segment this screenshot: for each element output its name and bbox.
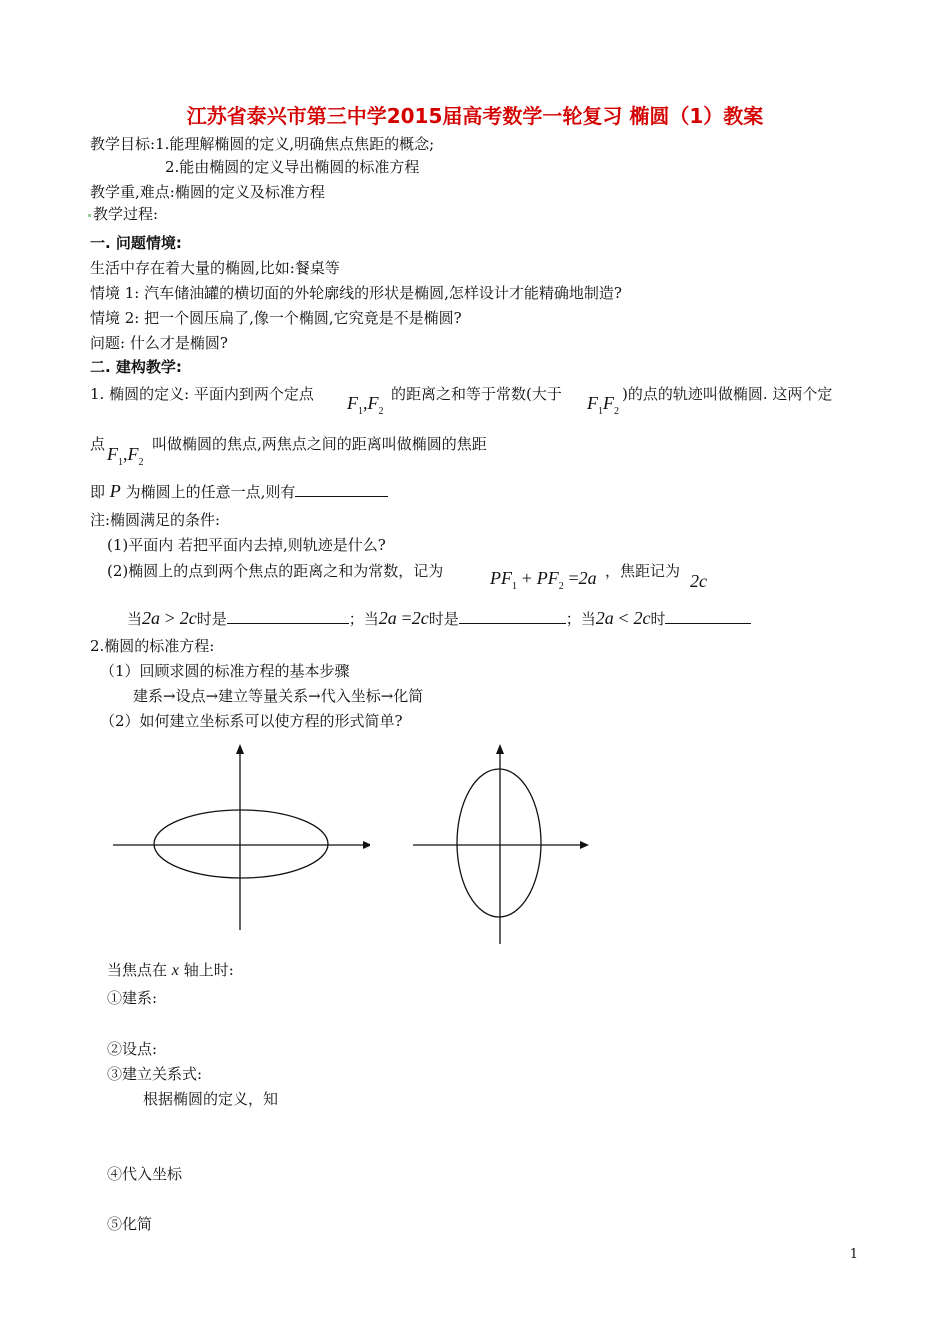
x-var: x <box>171 962 179 979</box>
def2-text-a: 点 <box>90 435 106 453</box>
y-axis-arrow <box>236 744 244 754</box>
std-heading: 2.椭圆的标准方程: <box>90 637 215 655</box>
goal-item-2: 2.能由椭圆的定义导出椭圆的标准方程 <box>165 158 420 176</box>
formula-f1f2: $F_1F_2$ <box>587 393 619 417</box>
section2-heading: 二. 建构教学: <box>90 358 182 376</box>
step-3-detail: 根据椭圆的定义，知 <box>143 1090 279 1108</box>
document-title: 江苏省泰兴市第三中学2015届高考数学一轮复习 椭圆（1）教案 <box>186 104 764 128</box>
section1-heading: 一. 问题情境: <box>90 234 182 252</box>
vertical-ellipse-figure <box>410 740 610 950</box>
cases-line: 当2a > 2c时是 ；当2a =2c时是 ；当2a < 2c时 <box>127 608 751 629</box>
focus-on-x-line: 当焦点在 x 轴上时: <box>107 961 234 979</box>
answer-blank-2 <box>227 609 349 624</box>
std-steps: 建系→设点→建立等量关系→代入坐标→化简 <box>133 687 424 705</box>
section1-line-4: 问题: 什么才是椭圆? <box>90 334 228 352</box>
def2-text-b: 叫做椭圆的焦点,两焦点之间的距离叫做椭圆的焦距 <box>152 435 487 453</box>
std-item-1: （1）回顾求圆的标准方程的基本步骤 <box>100 662 350 680</box>
x-axis-arrow <box>363 841 370 849</box>
step-2: ②设点: <box>107 1040 158 1058</box>
std-item-2: （2）如何建立坐标系可以使方程的形式简单? <box>100 712 403 730</box>
horizontal-ellipse-figure <box>110 740 370 940</box>
formula-pf-sum: $PF_1 + PF_2 =2a$ <box>490 568 597 592</box>
goals-label: 教学目标: <box>90 135 156 153</box>
note-line: 注:椭圆满足的条件: <box>90 511 221 529</box>
ellipse-definition-line1 <box>90 384 314 404</box>
step-3: ③建立关系式: <box>107 1065 203 1083</box>
formula-2c: 2c <box>690 571 707 591</box>
formula-f1-f2-b: $F_1,F_2$ <box>107 444 144 468</box>
condition-2: (2)椭圆上的点到两个焦点的距离之和为常数，记为 <box>107 562 444 580</box>
answer-blank-4 <box>665 609 751 624</box>
answer-blank-3 <box>459 609 566 624</box>
step-4: ④代入坐标 <box>107 1165 183 1183</box>
answer-blank-1 <box>295 482 388 497</box>
ji-line: 即 P 为椭圆上的任意一点,则有 <box>90 481 388 502</box>
process-label: 教学过程: <box>93 205 159 223</box>
section1-line-2: 情境 1: 汽车储油罐的横切面的外轮廓线的形状是椭圆,怎样设计才能精确地制造? <box>90 284 622 302</box>
point-p: P <box>109 481 121 501</box>
page-number: 1 <box>849 1247 858 1262</box>
def-text-b: 的距离之和等于常数(大于 <box>391 385 562 403</box>
def-text-a: 1. 椭圆的定义: 平面内到两个定点 <box>90 385 314 403</box>
y-axis-arrow <box>496 744 504 754</box>
step-5: ⑤化简 <box>107 1215 153 1233</box>
margin-mark <box>88 214 91 217</box>
section1-line-1: 生活中存在着大量的椭圆,比如:餐桌等 <box>90 259 340 277</box>
teaching-goals-line1 <box>90 134 434 154</box>
step-1: ①建系: <box>107 989 158 1007</box>
def-text-c: )的点的轨迹叫做椭圆. 这两个定 <box>622 385 833 403</box>
ellipse-vertical <box>457 769 541 917</box>
condition-1: (1)平面内 若把平面内去掉,则轨迹是什么? <box>107 536 386 554</box>
x-axis-arrow <box>580 841 589 849</box>
goal-item-1: 1.能理解椭圆的定义,明确焦点焦距的概念; <box>155 135 435 153</box>
section1-line-3: 情境 2: 把一个圆压扁了,像一个椭圆,它究竟是不是椭圆? <box>90 309 462 327</box>
formula-f1-f2: $F_1,F_2$ <box>347 393 384 417</box>
ellipse-horizontal <box>154 810 328 878</box>
key-points: 教学重,难点:椭圆的定义及标准方程 <box>90 183 325 201</box>
focal-label: ，焦距记为 <box>605 562 681 580</box>
